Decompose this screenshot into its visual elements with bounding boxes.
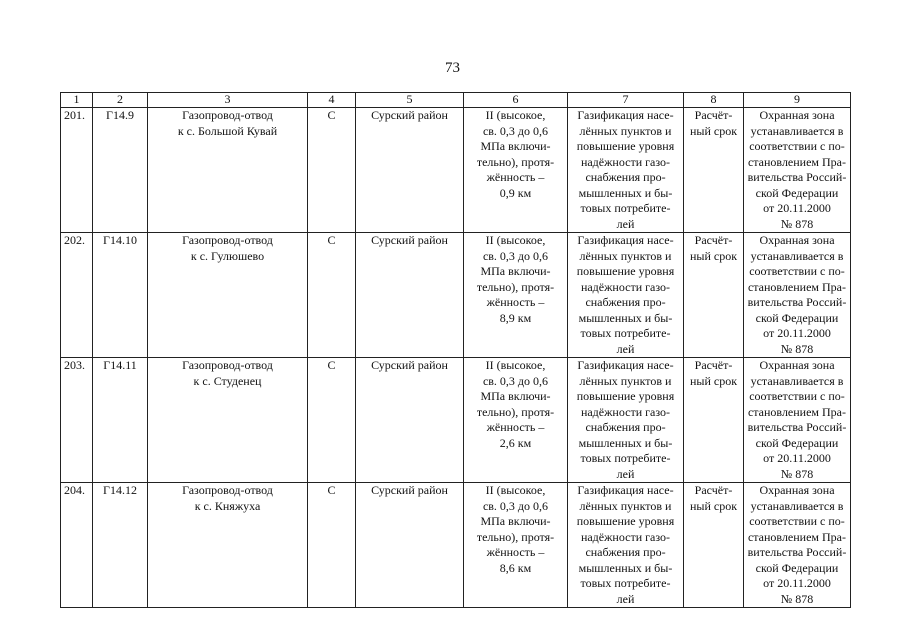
category-cell: С — [308, 108, 356, 233]
category-cell: С — [308, 483, 356, 608]
district-cell: Сурский район — [356, 483, 464, 608]
row-number: 201. — [61, 108, 93, 233]
parameters-cell: II (высокое, св. 0,3 до 0,6 МПа включи- тельно), протя- жённость – 2,6 км — [464, 358, 568, 483]
purpose-cell: Газификация насе- лённых пунктов и повышение уровня надёжности газо- снабжения про- мышленных и бы- товых потребите- лей — [568, 483, 684, 608]
object-name: Газопровод-отвод к с. Гулюшево — [148, 233, 308, 358]
column-number: 4 — [308, 93, 356, 108]
purpose-cell: Газификация насе- лённых пунктов и повышение уровня надёжности газо- снабжения про- мышленных и бы- товых потребите- лей — [568, 358, 684, 483]
table-row — [61, 358, 851, 483]
row-number: 204. — [61, 483, 93, 608]
column-number: 1 — [61, 93, 93, 108]
purpose-cell: Газификация насе- лённых пунктов и повышение уровня надёжности газо- снабжения про- мышленных и бы- товых потребите- лей — [568, 108, 684, 233]
column-number: 3 — [148, 93, 308, 108]
protection-zone-cell: Охранная зона устанавливается в соответствии с по- становлением Пра- вительства Россий- ской Федерации от 20.11.2000 № 878 — [744, 358, 851, 483]
category-cell: С — [308, 358, 356, 483]
object-name: Газопровод-отвод к с. Княжуха — [148, 483, 308, 608]
term-cell: Расчёт- ный срок — [684, 358, 744, 483]
purpose-cell: Газификация насе- лённых пунктов и повышение уровня надёжности газо- снабжения про- мышленных и бы- товых потребите- лей — [568, 233, 684, 358]
table-row — [61, 483, 851, 608]
district-cell: Сурский район — [356, 233, 464, 358]
table-row — [61, 108, 851, 233]
object-code: Г14.9 — [93, 108, 148, 233]
column-number: 5 — [356, 93, 464, 108]
table-row — [61, 233, 851, 358]
term-cell: Расчёт- ный срок — [684, 483, 744, 608]
column-number-row — [61, 93, 851, 108]
object-name: Газопровод-отвод к с. Студенец — [148, 358, 308, 483]
page-number: 73 — [445, 60, 460, 76]
row-number: 203. — [61, 358, 93, 483]
object-code: Г14.12 — [93, 483, 148, 608]
object-code: Г14.10 — [93, 233, 148, 358]
protection-zone-cell: Охранная зона устанавливается в соответствии с по- становлением Пра- вительства Россий- ской Федерации от 20.11.2000 № 878 — [744, 233, 851, 358]
parameters-cell: II (высокое, св. 0,3 до 0,6 МПа включи- тельно), протя- жённость – 0,9 км — [464, 108, 568, 233]
column-number: 6 — [464, 93, 568, 108]
term-cell: Расчёт- ный срок — [684, 108, 744, 233]
protection-zone-cell: Охранная зона устанавливается в соответствии с по- становлением Пра- вительства Россий- ской Федерации от 20.11.2000 № 878 — [744, 108, 851, 233]
parameters-cell: II (высокое, св. 0,3 до 0,6 МПа включи- тельно), протя- жённость – 8,9 км — [464, 233, 568, 358]
object-name: Газопровод-отвод к с. Большой Кувай — [148, 108, 308, 233]
category-cell: С — [308, 233, 356, 358]
column-number: 8 — [684, 93, 744, 108]
district-cell: Сурский район — [356, 108, 464, 233]
district-cell: Сурский район — [356, 358, 464, 483]
object-code: Г14.11 — [93, 358, 148, 483]
gas-pipeline-table — [60, 92, 851, 608]
column-number: 9 — [744, 93, 851, 108]
parameters-cell: II (высокое, св. 0,3 до 0,6 МПа включи- тельно), протя- жённость – 8,6 км — [464, 483, 568, 608]
column-number: 7 — [568, 93, 684, 108]
row-number: 202. — [61, 233, 93, 358]
protection-zone-cell: Охранная зона устанавливается в соответствии с по- становлением Пра- вительства Россий- ской Федерации от 20.11.2000 № 878 — [744, 483, 851, 608]
column-number: 2 — [93, 93, 148, 108]
term-cell: Расчёт- ный срок — [684, 233, 744, 358]
